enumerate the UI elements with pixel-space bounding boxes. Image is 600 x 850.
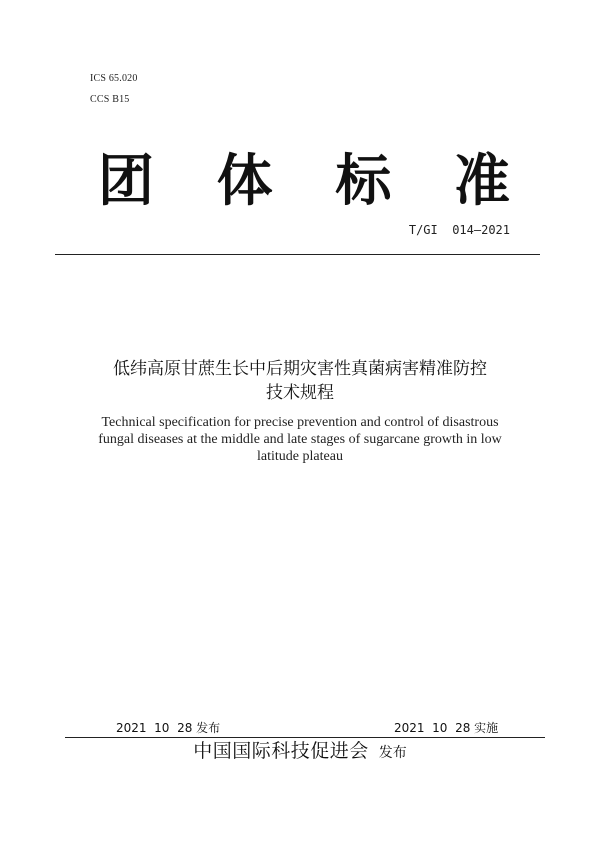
implementation-date: 2021 10 28 实施 (394, 721, 499, 735)
ccs-code: CCS B15 (90, 94, 130, 105)
english-title (80, 414, 520, 465)
ics-code: ICS 65.020 (90, 73, 138, 84)
standard-number: T/GI 014—2021 (408, 223, 510, 237)
title-char-3: 标 (335, 149, 392, 214)
title-char-1: 团 (98, 149, 154, 214)
publisher-name: 中国国际科技促进会 (193, 740, 369, 762)
chinese-title-line-1: 低纬高原甘蔗生长中后期灾害性真菌病害精准防控 (113, 359, 487, 379)
title-char-4: 准 (453, 149, 510, 214)
publisher (0, 737, 600, 767)
chinese-title-line-2: 技术规程 (266, 383, 334, 403)
document-type-title (98, 150, 510, 214)
english-title-line-3: latitude plateau (257, 449, 343, 464)
issue-date: 2021 10 28 发布 (116, 721, 221, 735)
top-divider (55, 254, 540, 255)
chinese-title (60, 357, 540, 405)
english-title-line-1: Technical specification for precise prevention and control of disastrous (101, 415, 499, 430)
title-char-2: 体 (216, 149, 273, 214)
english-title-line-2: fungal diseases at the middle and late stages of sugarcane growth in low (98, 432, 502, 447)
publisher-suffix: 发布 (378, 745, 407, 761)
